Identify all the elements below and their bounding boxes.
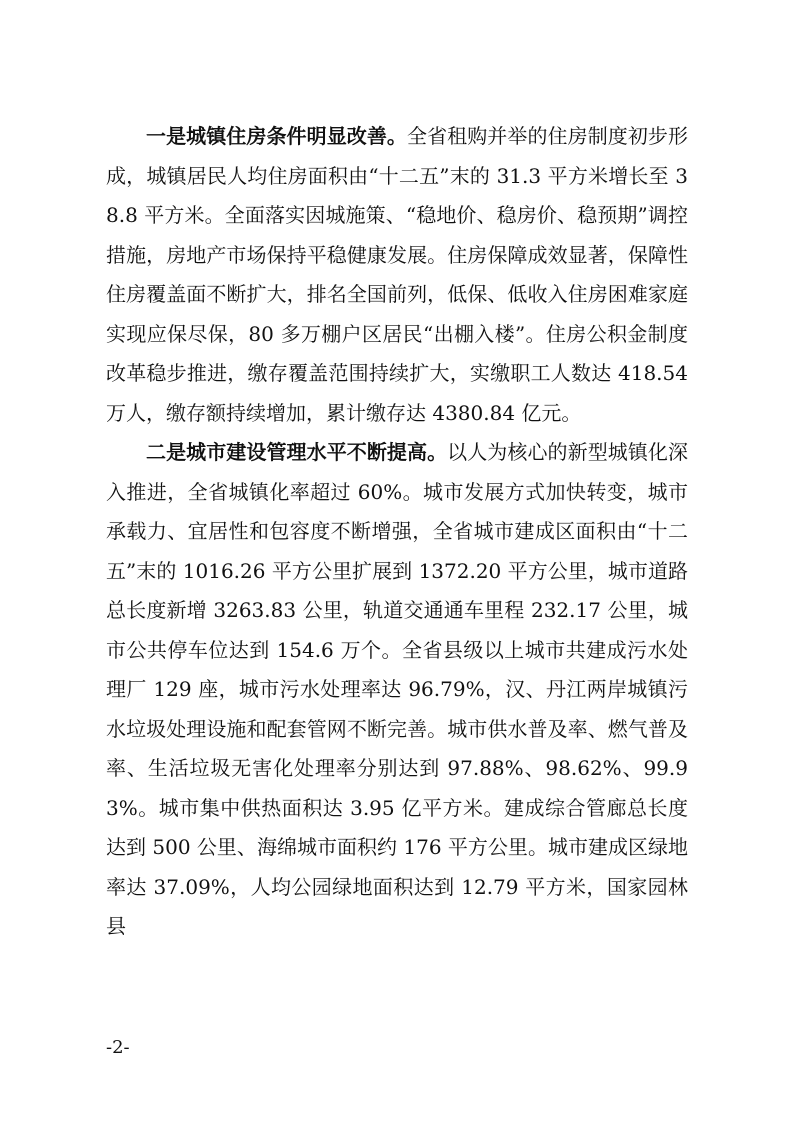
paragraph-text: 以人为核心的新型城镇化深入推进，全省城镇化率超过 60%。城市发展方式加快转变，城市承载力、宜居性和包容度不断增强，全省城市建成区面积由“十二五”末的 1016.26 平方公里扩展到 1372.20 平方公里，城市道路总长度新增 3263.83 公里，轨道交通通车里程 232.17 公里，城市公共停车位达到 154.6 万个。全省县级以上城市共建成污水处理厂 129 座，城市污水处理率达 96.79%，汉、丹江两岸城镇污水垃圾处理设施和配套管网不断完善。城市供水普及率、燃气普及率、生活垃圾无害化处理率分别达到 97.88%、98.62%、99.93%。城市集中供热面积达 3.95 亿平方米。建成综合管廊总长度达到 500 公里、海绵城市面积约 176 平方公里。城市建成区绿地率达 37.09%，人均公园绿地面积达到 12.79 平方米，国家园林县 [106, 440, 689, 938]
paragraph-lead-heading: 一是城镇住房条件明显改善。 [146, 124, 407, 148]
paragraph-text: 全省租购并举的住房制度初步形成，城镇居民人均住房面积由“十二五”末的 31.3 平方米增长至 38.8 平方米。全面落实因城施策、“稳地价、稳房价、稳预期”调控措施，房地产市场保持平稳健康发展。住房保障成效显著，保障性住房覆盖面不断扩大，排名全国前列，低保、低收入住房困难家庭实现应保尽保，80 多万棚户区居民“出棚入楼”。住房公积金制度改革稳步推进，缴存覆盖范围持续扩大，实缴职工人数达 418.54 万人，缴存额持续增加，累计缴存达 4380.84 亿元。 [106, 124, 688, 425]
document-body [106, 117, 688, 947]
paragraph-lead-heading: 二是城市建设管理水平不断提高。 [146, 440, 448, 464]
paragraph-housing [106, 117, 688, 433]
paragraph-urban-construction [106, 433, 688, 947]
page-number: -2- [106, 1037, 130, 1058]
